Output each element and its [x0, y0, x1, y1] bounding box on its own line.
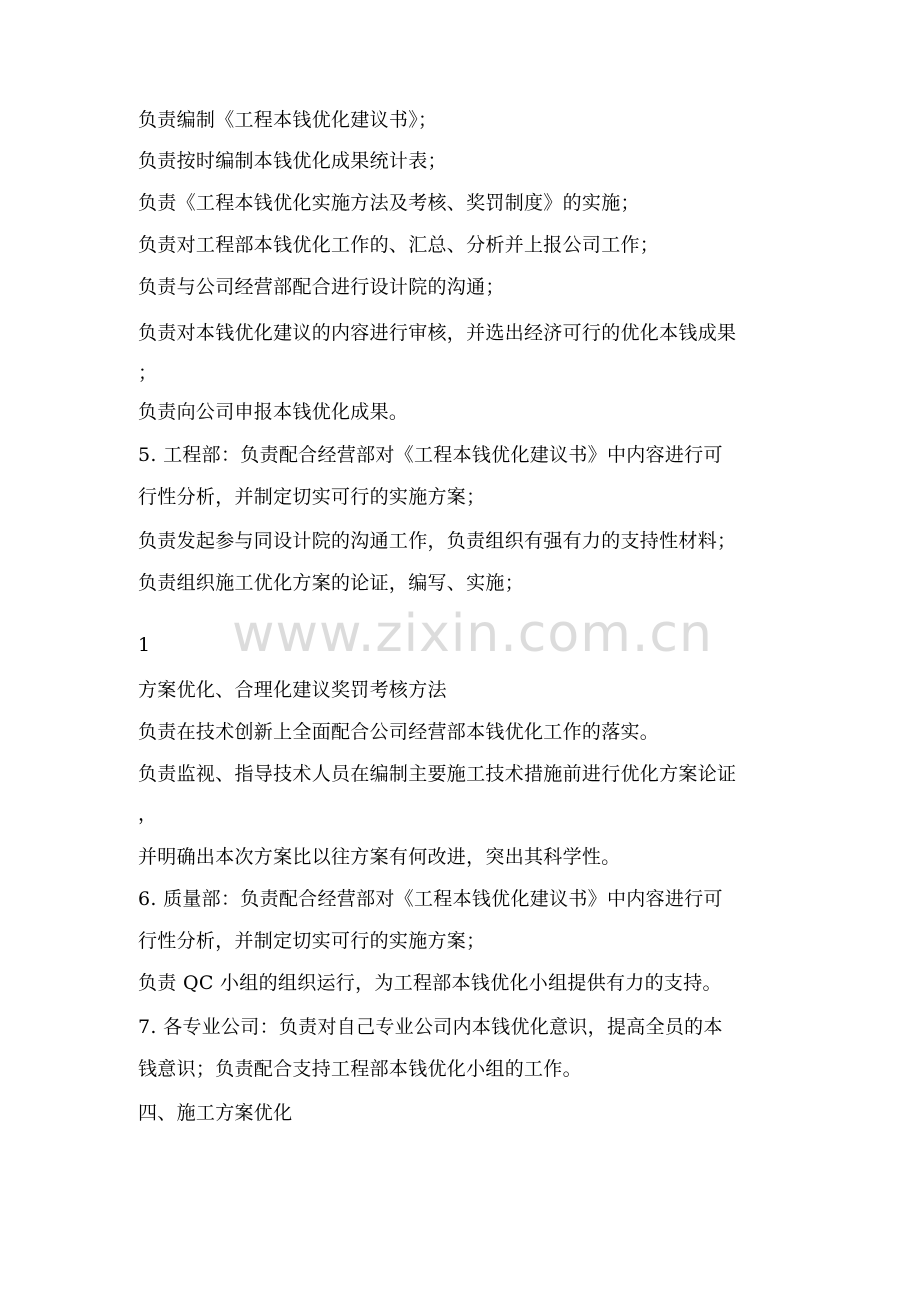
- text-line: 行性分析，并制定切实可行的实施方案；: [138, 486, 486, 508]
- text-line: 负责组织施工优化方案的论证，编写、实施；: [138, 572, 525, 594]
- page-number: 1: [138, 634, 151, 656]
- text-line: 并明确出本次方案比以往方案有何改进，突出其科学性。: [138, 846, 621, 868]
- text-line: 负责编制《工程本钱优化建议书》；: [138, 109, 438, 131]
- text-line: ，: [138, 803, 158, 825]
- text-line: 7. 各专业公司：负责对自己专业公司内本钱优化意识，提高全员的本: [138, 1016, 723, 1038]
- text-line: 钱意识；负责配合支持工程部本钱优化小组的工作。: [138, 1058, 582, 1080]
- text-line: 负责与公司经营部配合进行设计院的沟通；: [138, 276, 505, 298]
- text-line: 负责《工程本钱优化实施方法及考核、奖罚制度》的实施；: [138, 192, 640, 214]
- text-line: ；: [138, 362, 158, 384]
- text-line: 负责 QC 小组的组织运行，为工程部本钱优化小组提供有力的支持。: [138, 972, 722, 994]
- section-heading: 方案优化、合理化建议奖罚考核方法: [138, 679, 447, 701]
- text-line: 负责对工程部本钱优化工作的、汇总、分析并上报公司工作；: [138, 234, 660, 256]
- text-line: 负责在技术创新上全面配合公司经营部本钱优化工作的落实。: [138, 721, 660, 743]
- text-line: 负责发起参与同设计院的沟通工作，负责组织有强有力的支持性材料；: [138, 530, 737, 552]
- section-heading: 四、施工方案优化: [138, 1102, 293, 1124]
- text-line: 负责向公司申报本钱优化成果。: [138, 401, 409, 423]
- text-line: 负责按时编制本钱优化成果统计表；: [138, 150, 447, 172]
- text-line: 负责对本钱优化建议的内容进行审核，并选出经济可行的优化本钱成果: [138, 322, 737, 344]
- text-line: 行性分析，并制定切实可行的实施方案；: [138, 930, 486, 952]
- text-line: 负责监视、指导技术人员在编制主要施工技术措施前进行优化方案论证: [138, 763, 737, 785]
- watermark-logo: www.zixin.com.cn: [232, 604, 713, 664]
- text-line: 6. 质量部：负责配合经营部对《工程本钱优化建议书》中内容进行可: [138, 888, 723, 910]
- text-line: 5. 工程部：负责配合经营部对《工程本钱优化建议书》中内容进行可: [138, 444, 723, 466]
